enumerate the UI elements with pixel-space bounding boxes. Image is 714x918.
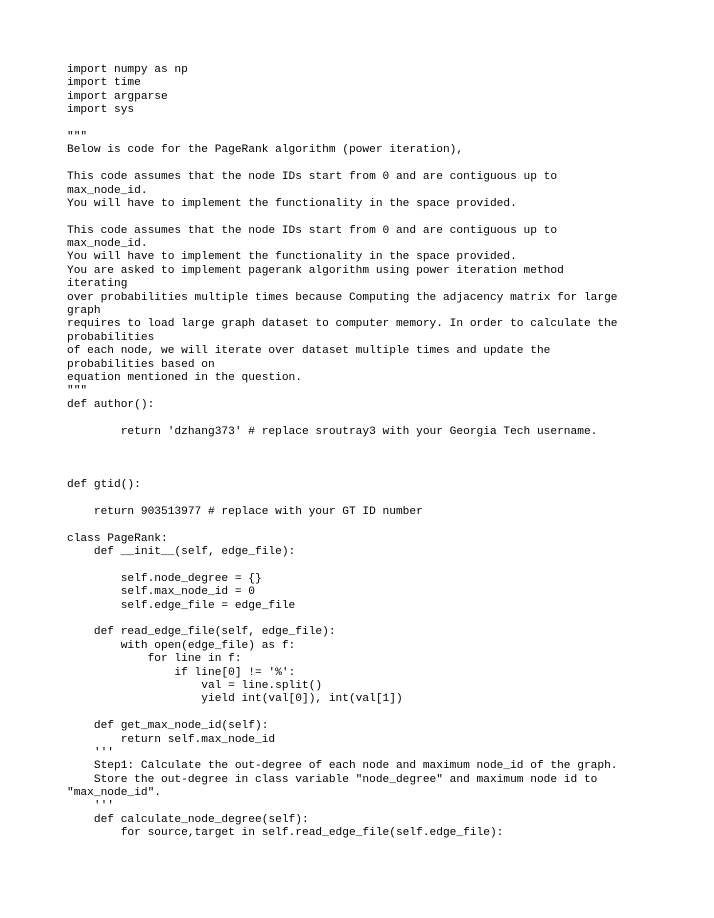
code-line: equation mentioned in the question. (67, 371, 302, 384)
code-line (67, 613, 667, 626)
code-line: You will have to implement the functionality in the space provided. (67, 197, 517, 210)
code-line: def read_edge_file(self, edge_file): (67, 626, 336, 639)
code-line (67, 412, 667, 425)
code-line: "max_node_id". (67, 787, 161, 800)
code-line: yield int(val[0]), int(val[1]) (67, 693, 403, 706)
code-listing (67, 64, 667, 841)
code-line: Below is code for the PageRank algorithm (power iteration), (67, 144, 464, 157)
code-line: iterating (67, 278, 128, 291)
code-line: max_node_id. (67, 238, 148, 251)
code-line: def __init__(self, edge_file): (67, 546, 296, 559)
code-line (67, 707, 667, 720)
code-line: with open(edge_file) as f: (67, 639, 296, 652)
code-line: max_node_id. (67, 184, 148, 197)
code-line: def author(): (67, 398, 155, 411)
code-line: requires to load large graph dataset to computer memory. In order to calculate the (67, 318, 618, 331)
code-line: for source,target in self.read_edge_file(self.edge_file): (67, 827, 504, 840)
code-line: if line[0] != '%': (67, 666, 296, 679)
code-line (67, 493, 667, 506)
code-line: import numpy as np (67, 64, 188, 76)
code-line: """ (67, 130, 88, 143)
code-line: return 903513977 # replace with your GT ID number (67, 505, 423, 518)
code-line: This code assumes that the node IDs start from 0 and are contiguous up to (67, 171, 558, 184)
code-line: for line in f: (67, 653, 242, 666)
code-line (67, 466, 667, 479)
code-line: ''' (67, 746, 114, 759)
code-line: return self.max_node_id (67, 733, 276, 746)
code-line: over probabilities multiple times because Computing the adjacency matrix for large (67, 291, 618, 304)
code-line: self.node_degree = {} (67, 572, 262, 585)
code-line (67, 519, 667, 532)
code-line: class PageRank: (67, 532, 168, 545)
code-line: """ (67, 385, 88, 398)
code-line: def get_max_node_id(self): (67, 720, 269, 733)
code-line (67, 439, 667, 452)
code-line: of each node, we will iterate over dataset multiple times and update the (67, 345, 551, 358)
code-line: You are asked to implement pagerank algorithm using power iteration method (67, 264, 564, 277)
code-line: import argparse (67, 90, 168, 103)
code-line: import sys (67, 104, 135, 117)
code-line (67, 158, 667, 171)
code-line: def calculate_node_degree(self): (67, 813, 309, 826)
code-line: def gtid(): (67, 479, 141, 492)
code-line: probabilities based on (67, 358, 215, 371)
code-line: import time (67, 77, 141, 90)
code-line: val = line.split() (67, 679, 323, 692)
code-line: Store the out-degree in class variable "node_degree" and maximum node id to (67, 773, 598, 786)
code-line (67, 452, 667, 465)
code-line: This code assumes that the node IDs start from 0 and are contiguous up to (67, 224, 558, 237)
code-line (67, 118, 667, 131)
code-line: probabilities (67, 331, 155, 344)
code-line: You will have to implement the functionality in the space provided. (67, 251, 517, 264)
code-line: self.max_node_id = 0 (67, 586, 255, 599)
code-line (67, 211, 667, 224)
code-line (67, 559, 667, 572)
code-line: ''' (67, 800, 114, 813)
code-line: graph (67, 305, 101, 318)
code-line: return 'dzhang373' # replace sroutray3 with your Georgia Tech username. (67, 425, 598, 438)
code-line: Step1: Calculate the out-degree of each node and maximum node_id of the graph. (67, 760, 618, 773)
code-line: self.edge_file = edge_file (67, 599, 296, 612)
